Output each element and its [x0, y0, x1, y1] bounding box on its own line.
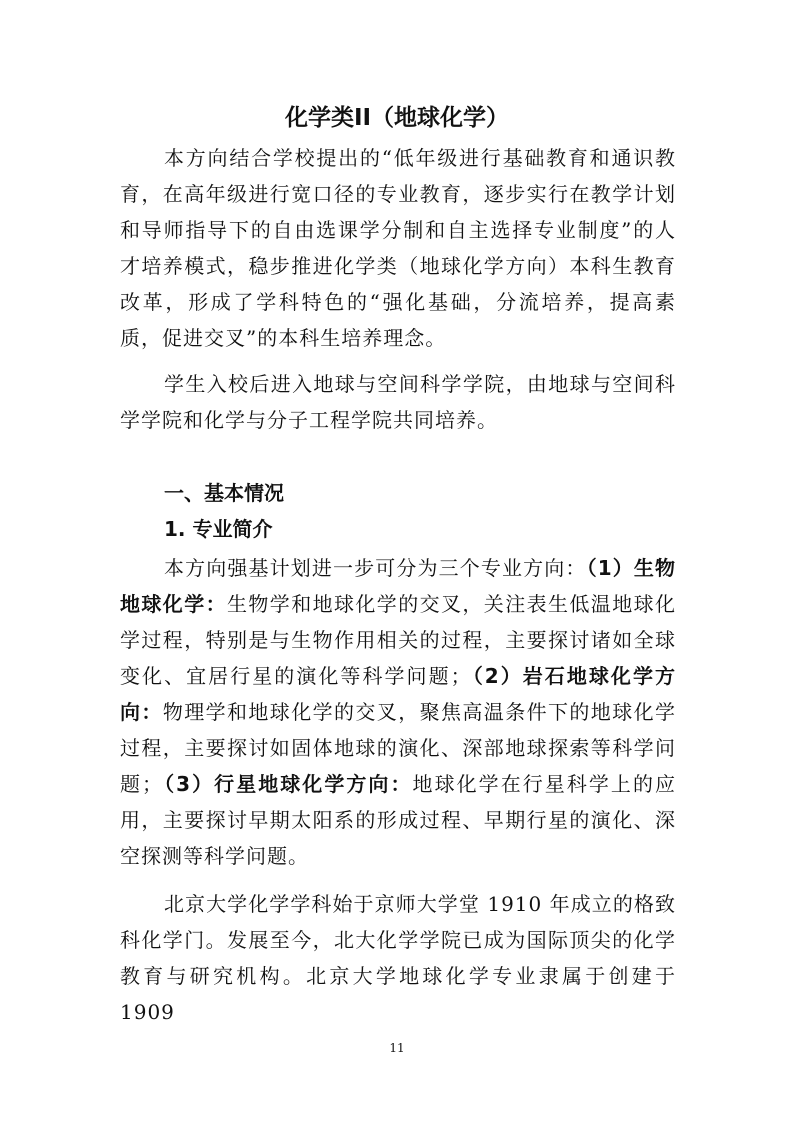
history-paragraph: 北京大学化学学科始于京师大学堂 1910 年成立的格致科化学门。发展至今，北大化学学院已成为国际顶尖的化学教育与研究机构。北京大学地球化学专业隶属于创建于 1909 [120, 892, 676, 1024]
page-number: 11 [389, 1041, 405, 1055]
page-title: 化学类II（地球化学） [284, 105, 510, 131]
direction-2-text: 物理学和地球化学的交叉，聚焦高温条件下的地球化学过程，主要探讨如固体地球的演化、深部地球探索等科学问题； [120, 700, 677, 796]
direction-1-label: （1）生物地球化学： [120, 556, 677, 616]
direction-3-text: 地球化学在行星科学上的应用，主要探讨早期太阳系的形成过程、早期行星的演化、深空探测等科学问题。 [120, 772, 677, 868]
intro-paragraph: 本方向结合学校提出的“低年级进行基础教育和通识教育，在高年级进行宽口径的专业教育，逐步实行在教学计划和导师指导下的自由选课学分制和自主选择专业制度”的人才培养模式，稳步推进化学类（地球化学方向）本科生教育改革，形成了学科特色的“强化基础，分流培养，提高素质，促进交叉”的本科生培养理念。 [120, 146, 676, 350]
direction-3-label: （3）行星地球化学方向： [163, 772, 413, 796]
direction-2-label: （2）岩石地球化学方向： [120, 664, 677, 724]
subsection-heading: 1. 专业简介 [164, 517, 273, 541]
admission-paragraph: 学生入校后进入地球与空间科学学院，由地球与空间科学学院和化学与分子工程学院共同培养。 [120, 372, 676, 432]
direction-1-text: 生物学和地球化学的交叉，关注表生低温地球化学过程，特别是与生物作用相关的过程，主要探讨诸如全球变化、宜居行星的演化等科学问题； [120, 592, 676, 688]
section-heading: 一、基本情况 [164, 481, 284, 505]
directions-paragraph [120, 550, 676, 874]
directions-lead: 本方向强基计划进一步可分为三个专业方向： [164, 556, 587, 580]
